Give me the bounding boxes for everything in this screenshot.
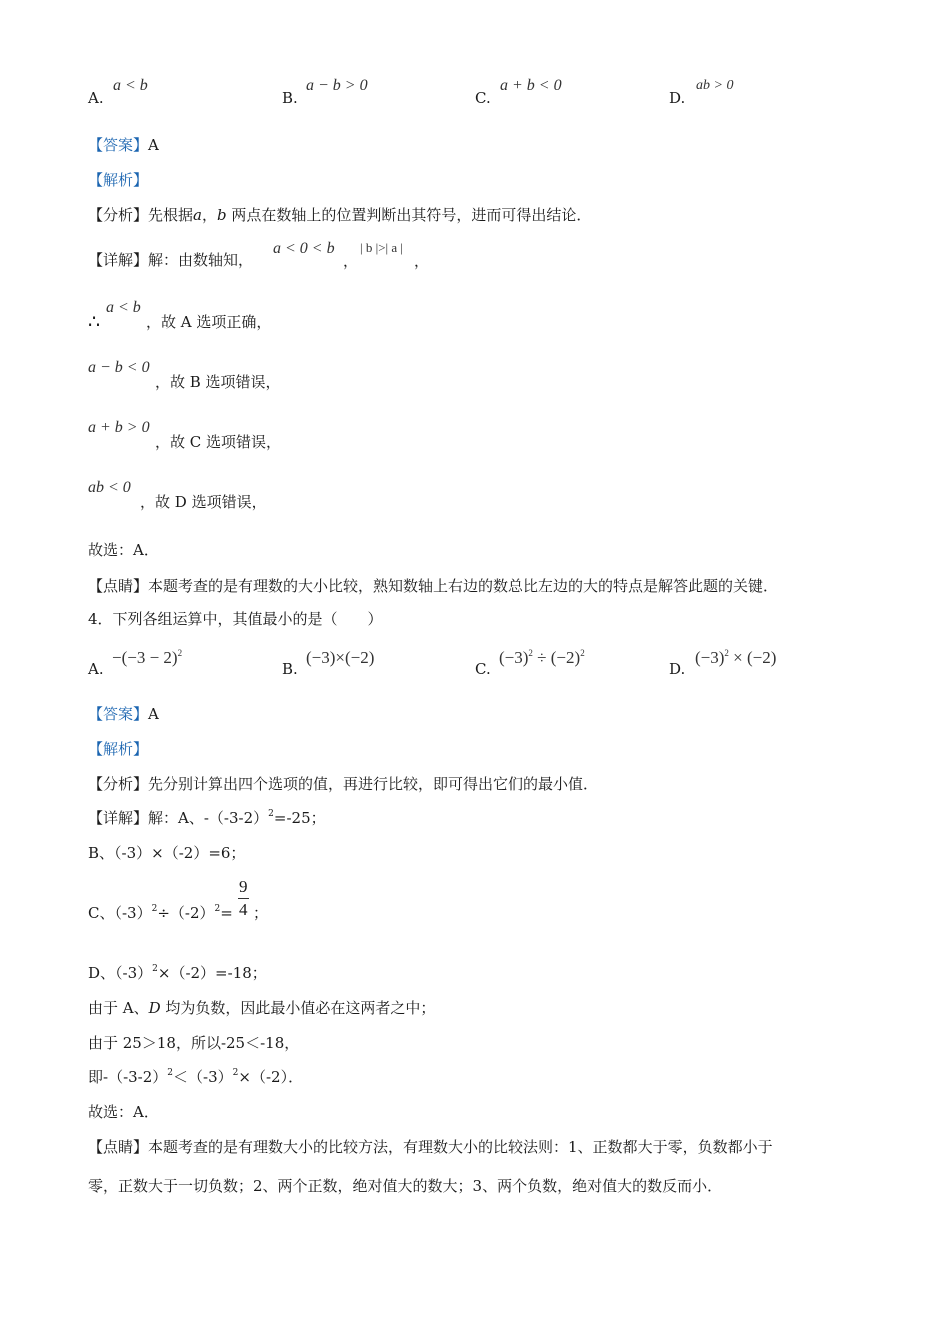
fraction-numerator: 9 (238, 876, 249, 899)
var-d: D (148, 999, 161, 1017)
q3-line1-text: ，故 A 选项正确， (146, 313, 272, 331)
superscript: 2 (528, 648, 533, 658)
comma: ， (343, 252, 359, 270)
q3-line1-expr: a < b (106, 299, 141, 316)
superscript: 2 (232, 1068, 239, 1078)
q4-line-a (88, 808, 326, 831)
q3-line3-text: ，故 C 选项错误， (155, 433, 282, 451)
fenxi-post: 两点在数轴上的位置判断出其符号，进而可得出结论． (231, 206, 592, 224)
xiangjie-tag: 【详解】 (88, 251, 149, 269)
line-text: 即-（-3-2） (88, 1068, 168, 1086)
q4-option-b-expr: (−3)×(−2) (306, 648, 375, 667)
q4-note1 (88, 998, 435, 1018)
analysis-tag: 【解析】 (88, 740, 149, 758)
q4-line-c (88, 903, 233, 926)
line-text: ×（-2）=-18； (157, 964, 267, 982)
expr: −(−3 − 2) (112, 648, 178, 667)
line-text: ÷（-2） (157, 904, 215, 922)
q3-option-d-expr: ab > 0 (696, 78, 734, 93)
q4-fenxi-line (88, 774, 598, 794)
q4-line-b: B、（-3）×（-2）=6； (88, 844, 246, 862)
q4-option-d-letter: D. (669, 660, 686, 678)
q4-line-d (88, 963, 267, 986)
xiangjie-tag: 【详解】 (88, 809, 149, 827)
fenxi-tag: 【分析】 (88, 775, 149, 793)
answer-value: A (148, 705, 159, 723)
q3-choose: 故选：A． (88, 541, 159, 559)
q4-option-d-expr (695, 648, 776, 670)
q3-option-c-expr: a + b < 0 (500, 77, 562, 94)
q4-option-a-letter: A. (88, 660, 104, 678)
line-text: ＜（-3） (173, 1068, 233, 1086)
superscript: 2 (214, 904, 221, 914)
fenxi-text: 先分别计算出四个选项的值，再进行比较，即可得出它们的最小值． (148, 775, 599, 793)
q4-dianjing-line2: 零，正数大于一切负数；2、两个正数，绝对值大的数大；3、两个负数，绝对值大的数反而小． (88, 1177, 723, 1195)
q4-choose: 故选：A． (88, 1103, 159, 1121)
q3-line3-expr: a + b > 0 (88, 419, 150, 436)
dianjing-text: 本题考查的是有理数大小的比较方法，有理数大小的比较法则：1、正数都大于零，负数都小于 (148, 1138, 773, 1156)
operator: ÷ (532, 648, 551, 667)
superscript: 2 (167, 1068, 174, 1078)
answer-tag: 【答案】 (88, 136, 149, 154)
q4-option-b-letter: B. (282, 660, 298, 678)
dianjing-tag: 【点睛】 (88, 1138, 149, 1156)
q3-dianjing-line (88, 576, 778, 596)
q4-option-c-expr (499, 648, 585, 670)
operator: × (728, 648, 748, 667)
q4-dianjing-line1 (88, 1137, 773, 1157)
q3-line4-expr: ab < 0 (88, 479, 131, 496)
q3-xiangjie-expr1: a < 0 < b (273, 240, 335, 257)
line-text: ×（-2）． (238, 1068, 304, 1086)
comma: ， (414, 252, 430, 270)
line-text: D、（-3） (88, 964, 153, 982)
equals: = (220, 904, 233, 922)
superscript: 2 (268, 809, 274, 819)
fenxi-tag: 【分析】 (88, 206, 149, 224)
analysis-tag: 【解析】 (88, 171, 149, 189)
q4-question: 4．下列各组运算中，其值最小的是（ ） (88, 610, 383, 628)
answer-tag: 【答案】 (88, 705, 149, 723)
q4-option-a-expr (112, 648, 182, 670)
q4-answer-line (88, 704, 159, 724)
line-text: C、（-3） (88, 904, 152, 922)
superscript: 2 (724, 648, 729, 658)
fraction-denominator: 4 (239, 900, 248, 919)
q3-option-c-letter: C. (475, 89, 491, 107)
fenxi-pre: 先根据 (148, 206, 194, 224)
q4-fraction (238, 876, 249, 921)
q4-note3 (88, 1067, 303, 1090)
dianjing-tag: 【点睛】 (88, 577, 149, 595)
line-text: 由于 A、 (88, 999, 149, 1017)
superscript: 2 (177, 648, 183, 658)
q4-option-c-letter: C. (475, 660, 491, 678)
line-text: 解：A、-（-3-2） (148, 809, 269, 827)
q3-line4-text: ，故 D 选项错误， (140, 493, 267, 511)
expr: (−2) (747, 648, 777, 667)
answer-value: A (148, 136, 159, 154)
q3-line2-text: ，故 B 选项错误， (155, 373, 281, 391)
q4-line-c-end: ； (253, 904, 269, 922)
expr: (−3) (695, 648, 725, 667)
q3-fenxi-line (88, 205, 591, 225)
dianjing-text: 本题考查的是有理数的大小比较，熟知数轴上右边的数总比左边的大的特点是解答此题的关键． (148, 577, 779, 595)
expr: (−2) (550, 648, 581, 667)
comma: ， (201, 206, 217, 224)
q3-option-b-letter: B. (282, 89, 298, 107)
line-text: =-25； (273, 809, 326, 827)
var-b: b (217, 206, 227, 224)
q3-answer-line (88, 135, 159, 155)
fraction (238, 876, 249, 921)
q3-option-a-expr: a < b (113, 77, 148, 94)
therefore-symbol: ∴ (88, 311, 101, 333)
q4-note2: 由于 25＞18，所以-25＜-18， (88, 1034, 300, 1052)
superscript: 2 (152, 964, 158, 974)
superscript: 2 (151, 904, 158, 914)
q3-option-b-expr: a − b > 0 (306, 77, 368, 94)
q3-line2-expr: a − b < 0 (88, 359, 150, 376)
q3-option-a-letter: A. (88, 89, 104, 107)
q3-xiangjie-label (88, 250, 253, 270)
var-a: a (193, 206, 202, 224)
expr: (−3) (499, 648, 529, 667)
superscript: 2 (580, 648, 585, 658)
xiangjie-text: 解：由数轴知， (148, 251, 254, 269)
q3-xiangjie-expr2: | b |>| a | (360, 240, 404, 255)
line-text: 均为负数，因此最小值必在这两者之中； (160, 999, 436, 1017)
q3-option-d-letter: D. (669, 89, 686, 107)
